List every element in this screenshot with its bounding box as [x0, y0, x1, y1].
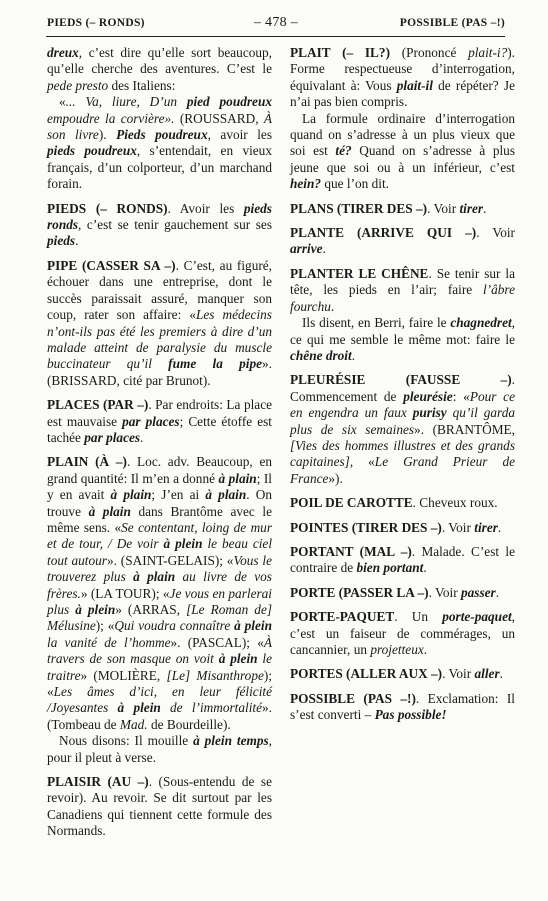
italic-text: pede presto: [47, 77, 109, 93]
italic-text: qu’il garda plus de six semaines: [290, 405, 515, 437]
body-text: ); «: [47, 667, 273, 700]
body-text: , c’est se tenir gauchement sur ses: [78, 217, 272, 233]
body-text: . Un: [394, 609, 443, 625]
emphasized-term: hein?: [290, 176, 322, 192]
body-text: des Italiens:: [108, 77, 176, 93]
body-text: ). Forme respectueuse d’interrogation, équivalant à: Vous: [290, 45, 515, 93]
emphasized-term: chagnedret: [450, 315, 512, 331]
italic-text: Je vous en parlerai plus: [47, 585, 272, 617]
emphasized-term: à plain: [205, 487, 247, 503]
dictionary-paragraph: [290, 225, 515, 258]
italic-text: Les médecins n’ont-ils pas été les premiers à dire d’un malade atteint de paralysie du muscle buccinateur qu’il: [47, 307, 272, 372]
body-text: , c’est un faiseur de commérages, un cancannier, un: [290, 609, 515, 657]
body-text: , c’est dire qu’elle sort beaucoup, qu’elle cherche des aventures. C’est le: [47, 45, 272, 77]
body-text: , s’entendait, en vieux français, d’un colporteur, d’un marchand forain.: [47, 143, 272, 192]
body-text: . Exclamation: Il s’est converti –: [290, 690, 515, 723]
body-text: de Bourdeille).: [147, 716, 231, 732]
body-text: . Voir: [427, 200, 460, 216]
entry-headword: PLANS (TIRER DES –): [290, 200, 428, 216]
body-text: ». (BRISSARD, cité par Brunot).: [47, 356, 272, 388]
emphasized-term: à plein: [75, 602, 116, 617]
page-number: – 478 –: [253, 15, 299, 30]
dictionary-paragraph: [290, 372, 515, 487]
dictionary-paragraph: [47, 258, 272, 389]
body-text: . Avoir les: [167, 200, 244, 216]
emphasized-term: à plein: [234, 618, 272, 634]
dictionary-paragraph: [47, 397, 272, 446]
italic-text: À travers de son masque on voit: [47, 634, 272, 667]
italic-text: À son livre: [47, 110, 273, 143]
body-text: La formule ordinaire d’interrogation quand on s’adresse à un plus vieux que soi est: [290, 110, 515, 159]
body-text: . Voir: [442, 666, 475, 682]
body-text: .: [499, 666, 503, 682]
italic-text: le traitre: [47, 651, 273, 683]
dictionary-paragraph: [47, 201, 272, 250]
emphasized-term: pied poudreux: [186, 94, 272, 110]
body-text: .: [322, 241, 326, 257]
dictionary-paragraph: [290, 315, 515, 364]
italic-text: Le Grand Prieur de France: [290, 454, 516, 486]
body-text: : «: [452, 388, 470, 404]
body-text: . Commencement de: [290, 372, 515, 404]
body-text: .: [495, 584, 500, 600]
entry-headword: PLEURÉSIE (FAUSSE –): [290, 372, 512, 388]
emphasized-term: purisy: [412, 405, 447, 421]
dictionary-paragraph: [290, 544, 515, 577]
emphasized-term: à plein: [218, 651, 258, 667]
body-text: . Voir: [476, 225, 515, 241]
emphasized-term: par places: [122, 413, 180, 429]
entry-headword: PIEDS (– RONDS): [47, 200, 168, 216]
body-text: ); «: [95, 618, 115, 634]
dictionary-paragraph: [290, 266, 515, 315]
body-text: «: [59, 94, 66, 110]
body-text: . C’est, au figuré, échouer dans une entreprise, dont le succès paraissait assuré, manquer son coup, rater son affaire: «: [47, 257, 272, 323]
body-text: ». (BRANTÔME,: [414, 421, 515, 437]
body-text: .: [351, 347, 356, 363]
dictionary-paragraph: [47, 454, 272, 733]
emphasized-term: té?: [335, 143, 352, 159]
body-text: . Voir: [441, 519, 475, 535]
body-text: que l’on dit.: [321, 176, 389, 192]
dictionary-paragraph: [290, 201, 515, 217]
body-text: . On trouve: [47, 487, 272, 519]
emphasized-term: pieds ronds: [47, 200, 272, 233]
body-text: , avoir les: [207, 127, 272, 143]
entry-headword: POSSIBLE (PAS –!): [290, 690, 416, 706]
body-text: Nous disons: Il mouille: [59, 733, 194, 749]
dictionary-paragraph: [290, 111, 515, 193]
body-text: . Se tenir sur la tête, les pieds en l’air; faire: [290, 265, 515, 298]
body-text: » (ARRAS,: [115, 602, 187, 617]
dictionary-paragraph: [290, 520, 515, 536]
italic-text: projetteux: [370, 642, 424, 657]
body-text: ).: [98, 127, 117, 143]
body-text: . (Sous-entendu de se revoir). Au revoir. Se dit surtout par les Canadiens qui tiennent cette formule des Normands.: [47, 774, 272, 839]
body-text: .: [140, 429, 144, 445]
body-text: Quand on s’adresse à plus jeune que soi ou à un inférieur, c’est: [290, 143, 515, 175]
header-last-entry: POSSIBLE (PAS –!): [399, 17, 505, 29]
body-text: . Loc. adv. Beaucoup, en grand quantité: Il m’en a donné: [47, 454, 272, 486]
body-text: ; Cette étoffe est tachée: [47, 413, 273, 445]
italic-text: Se contentant, loing de mur et de tour, / De voir: [47, 519, 272, 552]
body-text: . Voir: [428, 584, 461, 600]
emphasized-term: pleurésie: [403, 388, 453, 404]
italic-text: ... Va, liure, D’un: [65, 94, 187, 110]
emphasized-term: arrive: [290, 241, 323, 257]
right-column: [290, 45, 515, 724]
entry-headword: PLACES (PAR –): [47, 397, 149, 413]
body-text: (ROUSSARD,: [174, 110, 264, 126]
emphasized-term: à plain: [218, 470, 257, 486]
emphasized-term: à plein temps: [193, 733, 269, 749]
emphasized-term: porte-paquet: [442, 609, 512, 625]
running-header: [47, 14, 505, 32]
body-text: , pour il pleut à verse.: [47, 733, 272, 765]
dictionary-paragraph: [290, 609, 515, 658]
emphasized-term: à plain: [88, 503, 131, 519]
italic-text: Mad.: [119, 716, 148, 732]
entry-headword: PORTE-PAQUET: [290, 609, 395, 625]
dictionary-paragraph: [290, 45, 515, 111]
body-text: ». (PASCAL); «: [170, 634, 264, 650]
emphasized-term: dreux: [47, 45, 79, 60]
body-text: . Par endroits: La place est mauvaise: [47, 397, 272, 429]
dictionary-paragraph: [47, 45, 272, 94]
entry-headword: PLANTER LE CHÊNE: [290, 265, 429, 281]
emphasized-term: Pas possible!: [374, 707, 447, 723]
body-text: Ils disent, en Berri, faire le: [302, 315, 451, 331]
body-text: ; J’en ai: [151, 487, 206, 503]
emphasized-term: pieds poudreux: [47, 143, 137, 159]
body-text: .: [497, 519, 502, 535]
body-text: » (MOLIÈRE,: [80, 667, 167, 683]
emphasized-term: à plain: [133, 569, 176, 585]
body-text: . Malade. C’est le contraire de: [290, 543, 515, 576]
body-text: .: [75, 233, 79, 249]
dictionary-paragraph: [290, 666, 515, 682]
body-text: , «: [349, 454, 375, 470]
body-text: .: [483, 200, 487, 216]
emphasized-term: chêne droit: [290, 347, 352, 363]
emphasized-term: pieds: [47, 233, 76, 249]
emphasized-term: plait-il: [396, 77, 433, 93]
italic-text: Les âmes d’ici, en leur félicité /Joyesantes: [47, 684, 272, 716]
entry-headword: PLAIN (À –): [47, 454, 127, 470]
entry-headword: PORTANT (MAL –): [290, 543, 412, 559]
emphasized-term: passer: [460, 584, 496, 600]
entry-headword: PORTES (ALLER AUX –): [290, 666, 443, 682]
emphasized-term: tirer: [459, 200, 484, 216]
body-text: dans Brantôme avec le même sens. «: [47, 503, 272, 535]
dictionary-paragraph: [290, 495, 515, 511]
italic-text: Qui voudra connaître: [114, 618, 235, 634]
italic-text: l’âbre fourchu: [290, 282, 515, 314]
italic-text: Pour ce en engendra un faux: [290, 388, 515, 421]
body-text: , ce qui me semble le même mot: faire le: [290, 315, 515, 347]
emphasized-term: à plein: [117, 700, 161, 716]
entry-headword: PLANTE (ARRIVE QUI –): [290, 225, 477, 241]
body-text: .: [330, 298, 335, 314]
dictionary-paragraph: [47, 774, 272, 840]
emphasized-term: Pieds poudreux: [116, 127, 208, 143]
body-text: » (LA TOUR); «: [80, 585, 170, 601]
italic-text: Vous le trouverez plus: [47, 552, 272, 585]
body-text: .: [423, 560, 427, 576]
header-rule: [46, 36, 505, 37]
emphasized-term: bien portant: [356, 560, 424, 576]
emphasized-term: aller: [474, 666, 500, 682]
entry-headword: POIL DE CAROTTE: [290, 495, 413, 511]
dictionary-paragraph: [290, 585, 515, 601]
emphasized-term: fume la pipe: [168, 356, 263, 372]
italic-text: le beau ciel tout autour: [47, 536, 273, 568]
italic-text: [Vies des hommes illustres et des grands capitaines]: [290, 437, 515, 470]
emphasized-term: à plain: [110, 487, 152, 503]
body-text: ». (SAINT-GELAIS); «: [106, 552, 234, 568]
left-column: [47, 45, 272, 840]
dictionary-paragraph: [47, 94, 272, 192]
italic-text: de l’immortalité: [160, 700, 263, 716]
italic-text: [Le Roman de] Mélusine: [47, 602, 273, 634]
entry-headword: POINTES (TIRER DES –): [290, 519, 442, 535]
body-text: (Prononcé: [390, 45, 469, 60]
body-text: ; Il y en avait: [47, 470, 272, 503]
emphasized-term: par places: [84, 429, 141, 445]
italic-text: [Le] Misanthrope: [166, 667, 264, 683]
body-text: ». (Tombeau de: [47, 700, 272, 732]
emphasized-term: tirer: [474, 519, 498, 535]
dictionary-paragraph: [290, 691, 515, 724]
dictionary-paragraph: [47, 733, 272, 766]
italic-text: plait-i?: [468, 45, 508, 60]
italic-text: la vanité de l’homme: [47, 634, 171, 650]
body-text: »).: [328, 470, 343, 486]
body-text: .: [423, 642, 428, 657]
header-first-entry: PIEDS (– RONDS): [47, 17, 145, 29]
entry-headword: PIPE (CASSER SA –): [47, 257, 176, 273]
entry-headword: PORTE (PASSER LA –): [290, 584, 429, 600]
entry-headword: PLAIT (– IL?): [290, 45, 391, 60]
body-text: . Cheveux roux.: [412, 495, 498, 511]
italic-text: empoudre la corvière».: [47, 110, 175, 126]
italic-text: au livre de vos frères.: [47, 569, 272, 601]
emphasized-term: à plein: [163, 536, 203, 552]
body-text: de répéter? Je n’ai pas bien compris.: [290, 77, 515, 110]
entry-headword: PLAISIR (AU –): [47, 774, 149, 790]
